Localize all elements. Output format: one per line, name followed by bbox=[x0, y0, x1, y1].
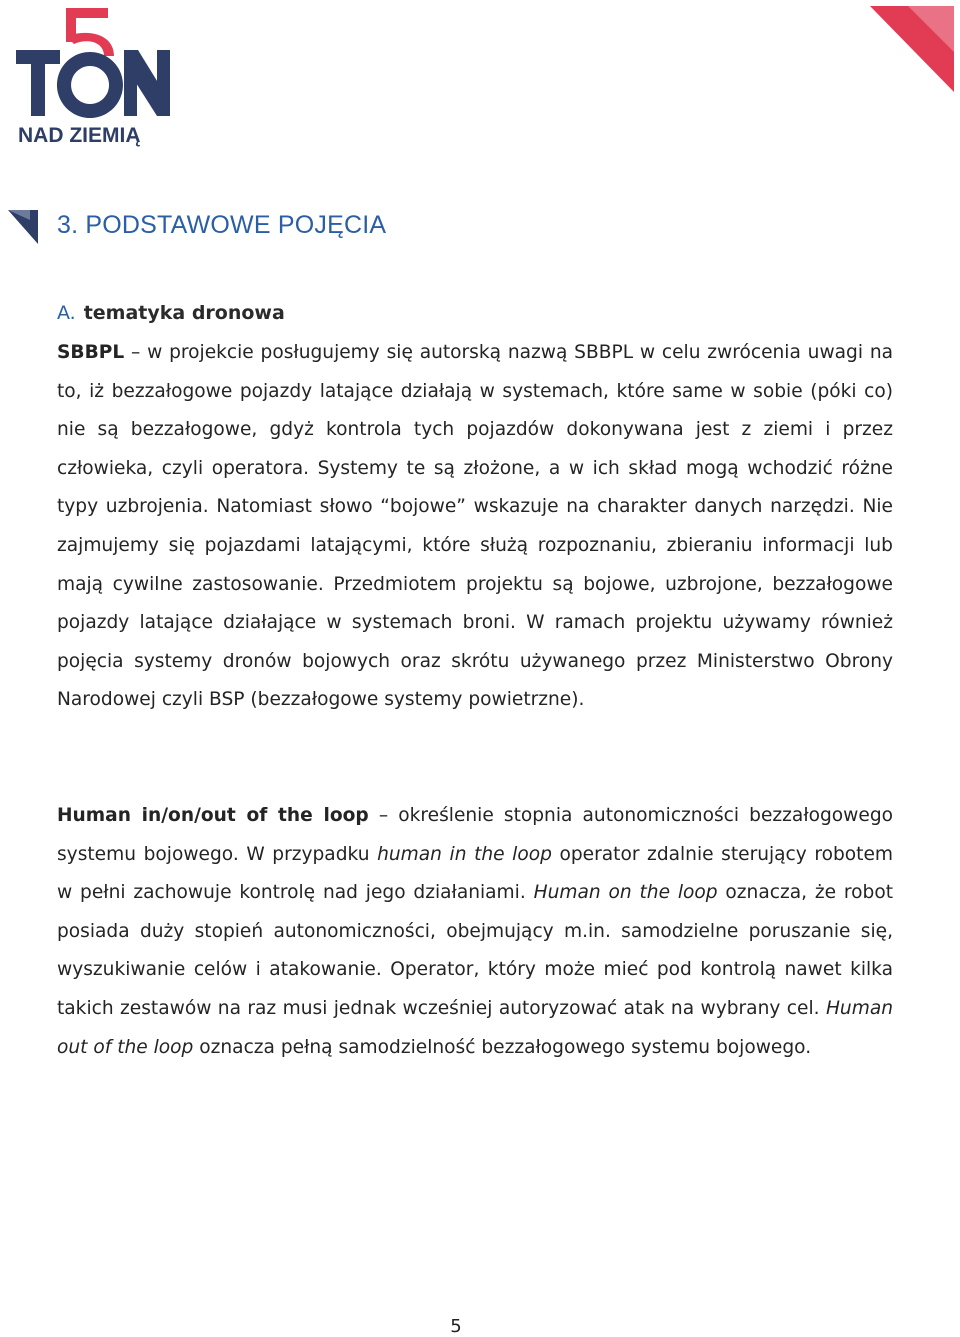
emphasis-out-of-the-loop: Human out of the loop bbox=[57, 997, 893, 1058]
section-marker-icon bbox=[8, 210, 38, 244]
emphasis-in-the-loop: human in the loop bbox=[377, 843, 552, 865]
logo-tagline: NAD ZIEMIĄ bbox=[18, 124, 141, 147]
emphasis-on-the-loop: Human on the loop bbox=[533, 882, 718, 904]
logo-letter-n bbox=[124, 50, 170, 116]
definition-text: w projekcie posługujemy się autorską nazwą SBBPL w celu zwrócenia uwagi na to, iż bezzałogowe pojazdy latające działają w systemach, które same w sobie (póki co) nie są bezzałogowe, gdyż kontrola tych pojazdów dokonywana jest z ziemi i przez człowieka, czyli operatora. Systemy te są złożone, a w ich skład mogą wchodzić różne typy uzbrojenia. Natomiast słowo “bojowe” wskazuje na charakter danych narzędzi. Nie zajmujemy się pojazdami latającymi, które służą rozpoznaniu, zbieraniu informacji lub mają cywilne zastosowanie. Przedmiotem projektu są bojowe, uzbrojone, bezzałogowe pojazdy latające działające w systemach broni. W ramach projektu używamy również pojęcia systemy dronów bojowych oraz skrótu używanego przez Ministerstwo Obrony Narodowej czyli BSP (bezzałogowe systemy powietrzne). bbox=[57, 342, 893, 711]
logo bbox=[14, 6, 174, 152]
paragraph-sbbpl bbox=[57, 334, 893, 720]
section-title: 3. PODSTAWOWE POJĘCIA bbox=[57, 211, 387, 239]
term-dash: – bbox=[124, 342, 148, 363]
subsection-letter: A. bbox=[57, 302, 76, 324]
term-dash: – bbox=[368, 805, 399, 826]
logo-five-mark bbox=[66, 8, 114, 56]
term-human-loop: Human in/on/out of the loop bbox=[57, 805, 369, 826]
logo-letter-o bbox=[57, 52, 123, 118]
term-sbbpl: SBBPL bbox=[57, 342, 125, 363]
definition-text: oznacza, że robot posiada duży stopień autonomiczności, obejmujący m.in. samodzielne poruszanie się, wyszukiwanie celów i atakowanie. Operator, który może mieć pod kontrolą nawet kilka takich zestawów na raz musi jednak wcześniej autoryzować atak na wybrany cel. bbox=[57, 882, 893, 1019]
subsection-heading bbox=[57, 302, 285, 324]
definition-text: operator zdalnie sterujący robotem w pełni zachowuje kontrolę nad jego działaniami. bbox=[57, 843, 894, 904]
definition-text: oznacza pełną samodzielność bezzałogowego systemu bojowego. bbox=[193, 1036, 812, 1058]
paragraph-human-loop bbox=[57, 797, 893, 1067]
subsection-title: tematyka dronowa bbox=[83, 302, 285, 324]
definition-text: określenie stopnia autonomiczności bezzałogowego systemu bojowego. W przypadku bbox=[57, 805, 893, 865]
page-number: 5 bbox=[450, 1316, 462, 1337]
corner-decoration bbox=[870, 6, 954, 92]
logo-letter-t bbox=[16, 50, 60, 116]
